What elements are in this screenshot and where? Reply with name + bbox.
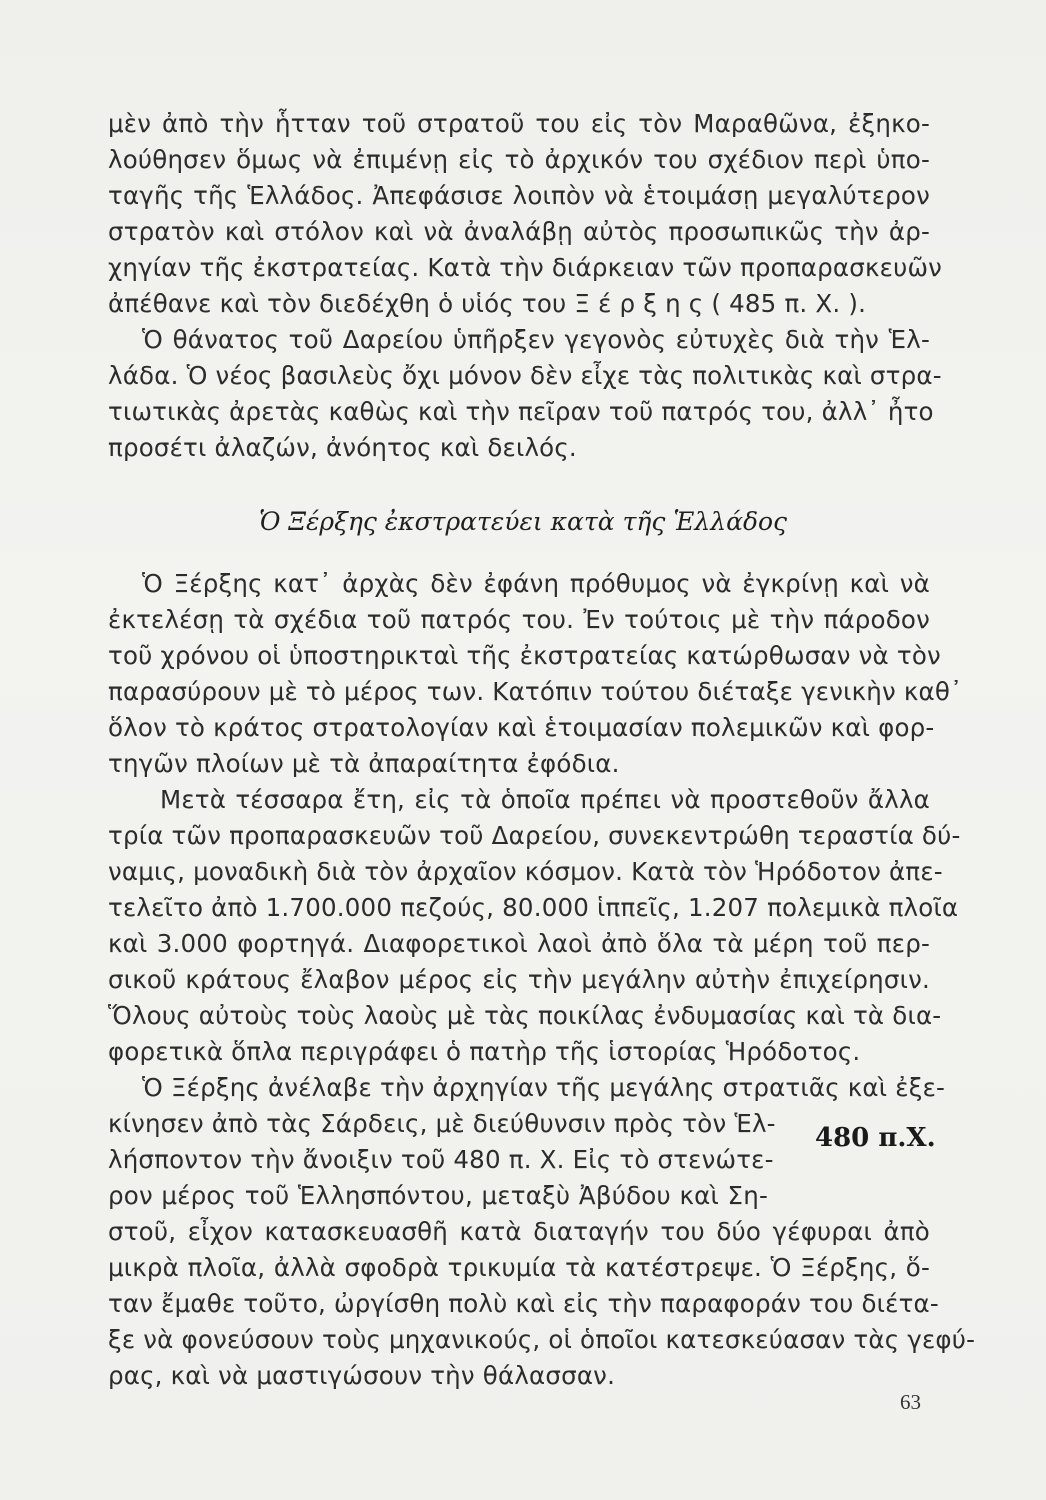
text-line: παρασύρουν μὲ τὸ μέρος των. Κατόπιν τούτου διέταξε γενικὴν καθ᾽ [108,677,963,706]
text-line: λούθησεν ὅμως νὰ ἐπιμένῃ εἰς τὸ ἀρχικόν του σχέδιον περὶ ὑπο- [108,145,930,174]
text-line: Ὅλους αὐτοὺς τοὺς λαοὺς μὲ τὰς ποικίλας ἐνδυμασίας καὶ τὰ δια- [108,1001,942,1030]
text-line: τοῦ χρόνου οἱ ὑποστηρικταὶ τῆς ἐκστρατείας κατώρθωσαν νὰ τὸν [108,641,941,670]
text-line: καὶ 3.000 φορτηγά. Διαφορετικοὶ λαοὶ ἀπὸ ὅλα τὰ μέρη τοῦ περ- [108,929,930,958]
text-line: προσέτι ἀλαζών, ἀνόητος καὶ δειλός. [108,433,577,462]
text-line: ἀπέθανε καὶ τὸν διεδέχθη ὁ υἱός του Ξ έ ρ ξ η ς ( 485 π. Χ. ). [108,289,867,318]
section-heading: Ὁ Ξέρξης ἐκστρατεύει κατὰ τῆς Ἑλλάδος [258,507,788,536]
text-line: Ὁ θάνατος τοῦ Δαρείου ὑπῆρξεν γεγονὸς εὐτυχὲς διὰ τὴν Ἑλ- [142,325,930,354]
text-line: τιωτικὰς ἀρετὰς καθὼς καὶ τὴν πεῖραν τοῦ πατρός του, ἀλλ᾽ ἦτο [108,397,934,426]
text-line: λήσποντον τὴν ἄνοιξιν τοῦ 480 π. Χ. Εἰς τὸ στενώτε- [108,1145,774,1174]
text-line: τρία τῶν προπαρασκευῶν τοῦ Δαρείου, συνεκεντρώθη τεραστία δύ- [108,821,961,850]
text-line: φορετικὰ ὅπλα περιγράφει ὁ πατὴρ τῆς ἱστορίας Ἡρόδοτος. [108,1037,861,1066]
page-number: 63 [900,1390,921,1414]
text-line: τηγῶν πλοίων μὲ τὰ ἀπαραίτητα ἐφόδια. [108,749,620,778]
margin-date-note: 480 π.Χ. [815,1123,936,1153]
text-line: χηγίαν τῆς ἐκστρατείας. Κατὰ τὴν διάρκειαν τῶν προπαρασκευῶν [108,253,943,282]
text-line: μικρὰ πλοῖα, ἀλλὰ σφοδρὰ τρικυμία τὰ κατέστρεψε. Ὁ Ξέρξης, ὅ- [108,1253,930,1282]
text-line: τελεῖτο ἀπὸ 1.700.000 πεζούς, 80.000 ἱππεῖς, 1.207 πολεμικὰ πλοῖα [108,893,959,922]
text-line: στρατὸν καὶ στόλον καὶ νὰ ἀναλάβῃ αὐτὸς προσωπικῶς τὴν ἀρ- [108,217,930,246]
text-line: ὅλον τὸ κράτος στρατολογίαν καὶ ἑτοιμασίαν πολεμικῶν καὶ φορ- [108,713,935,742]
text-line: μὲν ἀπὸ τὴν ἧτταν τοῦ στρατοῦ του εἰς τὸν Μαραθῶνα, ἐξηκο- [108,109,930,138]
text-line: ρον μέρος τοῦ Ἑλλησπόντου, μεταξὺ Ἀβύδου καὶ Ση- [108,1181,768,1210]
text-line: λάδα. Ὁ νέος βασιλεὺς ὄχι μόνον δὲν εἶχε τὰς πολιτικὰς καὶ στρα- [108,361,942,390]
text-line: Ὁ Ξέρξης κατ᾽ ἀρχὰς δὲν ἐφάνη πρόθυμος νὰ ἐγκρίνῃ καὶ νὰ [142,569,930,598]
text-line: στοῦ, εἶχον κατασκευασθῆ κατὰ διαταγήν του δύο γέφυραι ἀπὸ [108,1217,930,1246]
text-line: σικοῦ κράτους ἔλαβον μέρος εἰς τὴν μεγάλην αὐτὴν ἐπιχείρησιν. [108,965,930,994]
text-line: ρας, καὶ νὰ μαστιγώσουν τὴν θάλασσαν. [108,1361,616,1390]
text-line: Μετὰ τέσσαρα ἔτη, εἰς τὰ ὁποῖα πρέπει νὰ προστεθοῦν ἄλλα [160,785,930,814]
text-line: κίνησεν ἀπὸ τὰς Σάρδεις, μὲ διεύθυνσιν πρὸς τὸν Ἑλ- [108,1109,776,1138]
text-line: ἐκτελέσῃ τὰ σχέδια τοῦ πατρός του. Ἐν τούτοις μὲ τὴν πάροδον [108,605,930,634]
text-line: ναμις, μοναδικὴ διὰ τὸν ἀρχαῖον κόσμον. Κατὰ τὸν Ἡρόδοτον ἀπε- [108,857,943,886]
text-line: ξε νὰ φονεύσουν τοὺς μηχανικούς, οἱ ὁποῖοι κατεσκεύασαν τὰς γεφύ- [108,1325,976,1354]
text-line: Ὁ Ξέρξης ἀνέλαβε τὴν ἀρχηγίαν τῆς μεγάλης στρατιᾶς καὶ ἐξε- [142,1073,946,1102]
text-line: ταγῆς τῆς Ἑλλάδος. Ἀπεφάσισε λοιπὸν νὰ ἑτοιμάσῃ μεγαλύτερον [108,181,930,210]
text-line: ταν ἔμαθε τοῦτο, ὠργίσθη πολὺ καὶ εἰς τὴν παραφοράν του διέτα- [108,1289,939,1318]
